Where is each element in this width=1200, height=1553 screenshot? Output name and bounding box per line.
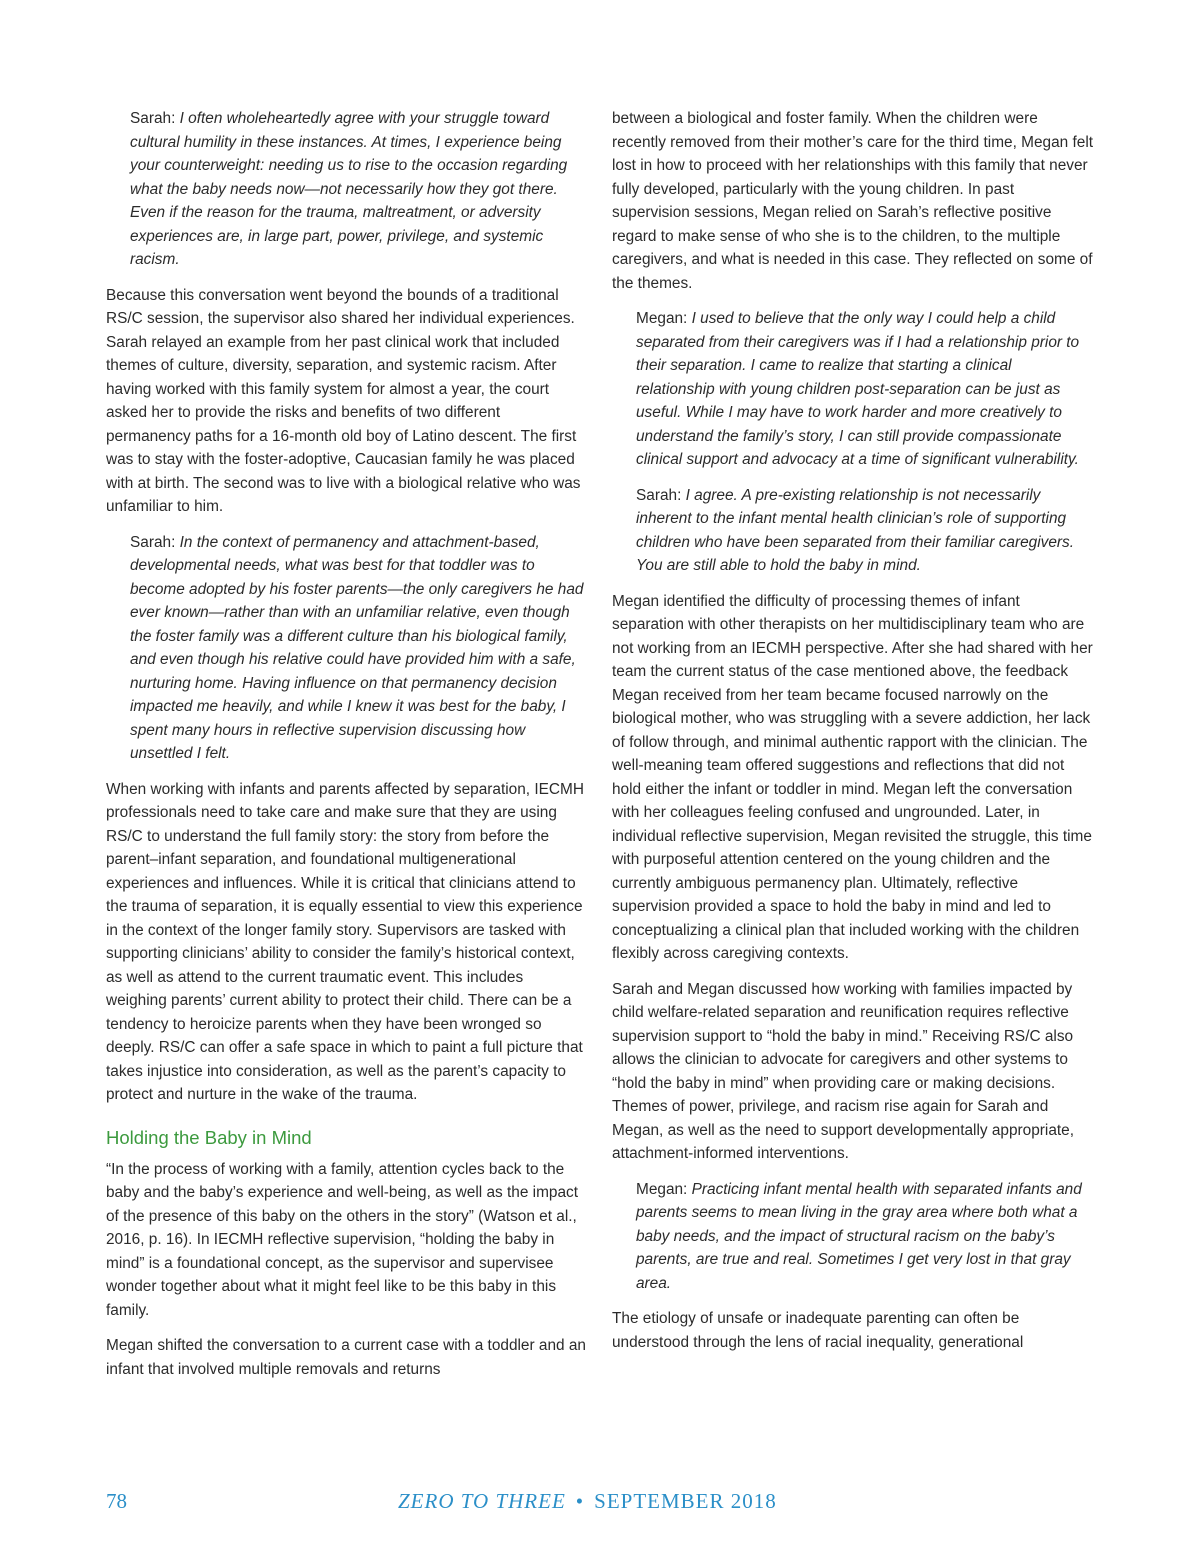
section-heading: Holding the Baby in Mind xyxy=(106,1126,312,1148)
body-paragraph: Megan identified the difficulty of processing themes of infant separation with other therapists on her multidisciplinary team who are not working from an IECMH perspective. After she had shared with her team the current status of the case mentioned above, the feedback Megan received from her team became focused narrowly on the biological mother, who was struggling with a severe addiction, her lack of follow through, and minimal authentic rapport with the clinician. The well-meaning team offered suggestions and reflections that did not hold either the infant or toddler in mind. Megan left the conversation with her colleagues feeling confused and ungrounded. Later, in individual reflective supervision, Megan revisited the struggle, this time with purposeful attention centered on the young children and the currently ambiguous permanency plan. Ultimately, reflective supervision provided a space to hold the baby in mind and led to conceptualizing a clinical plan that included working with the children flexibly across caregiving contexts. xyxy=(612,592,1093,962)
quote-text: In the context of permanency and attachment-based, developmental needs, what was best for that toddler was to become adopted by his foster parents—the only caregivers he had ever known—rather than with an unfamiliar relative, even though the foster family was a different culture than his biological family, and even though his relative could have provided him with a safe, nurturing home. Having influence on that permanency decision impacted me heavily, and while I knew it was best for the baby, I spent many hours in reflective supervision discussing how unsettled I felt. xyxy=(130,533,584,762)
footer-separator: • xyxy=(575,1489,585,1513)
quote-speaker: Sarah: xyxy=(636,486,686,504)
body-paragraph: When working with infants and parents affected by separation, IECMH professionals need to take care and make sure that they are using RS/C to understand the full family story: the story from before the parent–infant separation, and foundational multigenerational experiences and influences. While it is critical that clinicians attend to the trauma of separation, it is equally essential to view this experience in the context of the longer family story. Supervisors are tasked with supporting clinicians’ ability to consider the family’s historical context, as well as attend to the current traumatic event. This includes weighing parents’ current ability to protect their child. There can be a tendency to heroicize parents when they have been wronged so deeply. RS/C can offer a safe space in which to paint a full picture that takes injustice into consideration, as well as the parent’s capacity to protect and nurture in the wake of the trauma. xyxy=(106,780,584,1103)
body-paragraph: Sarah and Megan discussed how working with families impacted by child welfare-related separation and reunification requires reflective supervision support to “hold the baby in mind.” Receiving RS/C also allows the clinician to advocate for caregivers and other systems to “hold the baby in mind” when providing care or making decisions. Themes of power, privilege, and racism rise again for Sarah and Megan, as well as the need to support developmentally appropriate, attachment-informed interventions. xyxy=(612,980,1075,1162)
running-footer xyxy=(398,1489,777,1514)
issue-date: SEPTEMBER 2018 xyxy=(594,1489,777,1513)
right-column xyxy=(612,107,1094,1366)
page-number: 78 xyxy=(106,1489,127,1513)
quote-speaker: Megan: xyxy=(636,310,692,327)
quote-sarah-agree xyxy=(612,484,1094,578)
body-paragraph: Megan shifted the conversation to a current case with a toddler and an infant that involved multiple removals and returns xyxy=(106,1337,586,1378)
quote-text: I often wholeheartedly agree with your struggle toward cultural humility in these instances. At times, I experience being your counterweight: needing us to rise to the occasion regarding what the baby needs now—not necessarily how they got there. Even if the reason for the trauma, maltreatment, or adversity experiences are, in large part, power, privilege, and systemic racism. xyxy=(130,110,568,268)
quote-speaker: Megan: xyxy=(636,1180,692,1198)
quote-megan-relationship xyxy=(612,307,1094,472)
body-paragraph: between a biological and foster family. When the children were recently removed from their mother’s care for the third time, Megan felt lost in how to proceed with her relationships with this family that never fully developed, particularly with the young children. In past supervision sessions, Megan relied on Sarah’s reflective positive regard to make sense of who she is to the children, to the multiple caregivers, and what is needed in this case. They reflected on some of the themes. xyxy=(612,110,1094,292)
body-paragraph: “In the process of working with a family, attention cycles back to the baby and the baby’s experience and well-being, as well as the impact of the presence of this baby on the others in the story” (Watson et al., 2016, p. 16). In IECMH reflective supervision, “holding the baby in mind” is a foundational concept, as the supervisor and supervisee wonder together about what it might feel like to be this baby in this family. xyxy=(106,1160,578,1319)
quote-megan-gray-area xyxy=(612,1178,1094,1296)
quote-speaker: Sarah: xyxy=(130,533,180,551)
quote-text: I agree. A pre-existing relationship is not necessarily inherent to the infant mental health clinician’s role of supporting children who have been separated from their familiar caregivers. You are still able to hold the baby in mind. xyxy=(636,486,1074,574)
quote-text: Practicing infant mental health with separated infants and parents seems to mean living in the gray area where both what a baby needs, and the impact of structural racism on the baby’s parents, are true and real. Sometimes I get very lost in that gray area. xyxy=(636,1180,1082,1292)
body-paragraph: Because this conversation went beyond the bounds of a traditional RS/C session, the supervisor also shared her individual experiences. Sarah relayed an example from her past clinical work that included themes of culture, diversity, separation, and systemic racism. After having worked with this family system for almost a year, the court asked her to provide the risks and benefits of two different permanency paths for a 16-month old boy of Latino descent. The first was to stay with the foster-adoptive, Caucasian family he was placed with at birth. The second was to live with a biological relative who was unfamiliar to him. xyxy=(106,286,581,515)
quote-sarah-cultural-humility xyxy=(106,107,588,272)
left-column xyxy=(106,107,588,1393)
journal-name: ZERO TO THREE xyxy=(398,1489,566,1513)
quote-speaker: Sarah: xyxy=(130,110,180,127)
quote-sarah-permanency xyxy=(106,531,588,766)
body-paragraph: The etiology of unsafe or inadequate parenting can often be understood through the lens of racial inequality, generational xyxy=(612,1310,1024,1351)
quote-text: I used to believe that the only way I could help a child separated from their caregivers was if I had a relationship prior to their separation. I came to realize that starting a clinical relationship with young children post-separation can be just as useful. While I may have to work harder and more creatively to understand the family’s story, I can still provide compassionate clinical support and advocacy at a time of significant vulnerability. xyxy=(636,310,1080,468)
